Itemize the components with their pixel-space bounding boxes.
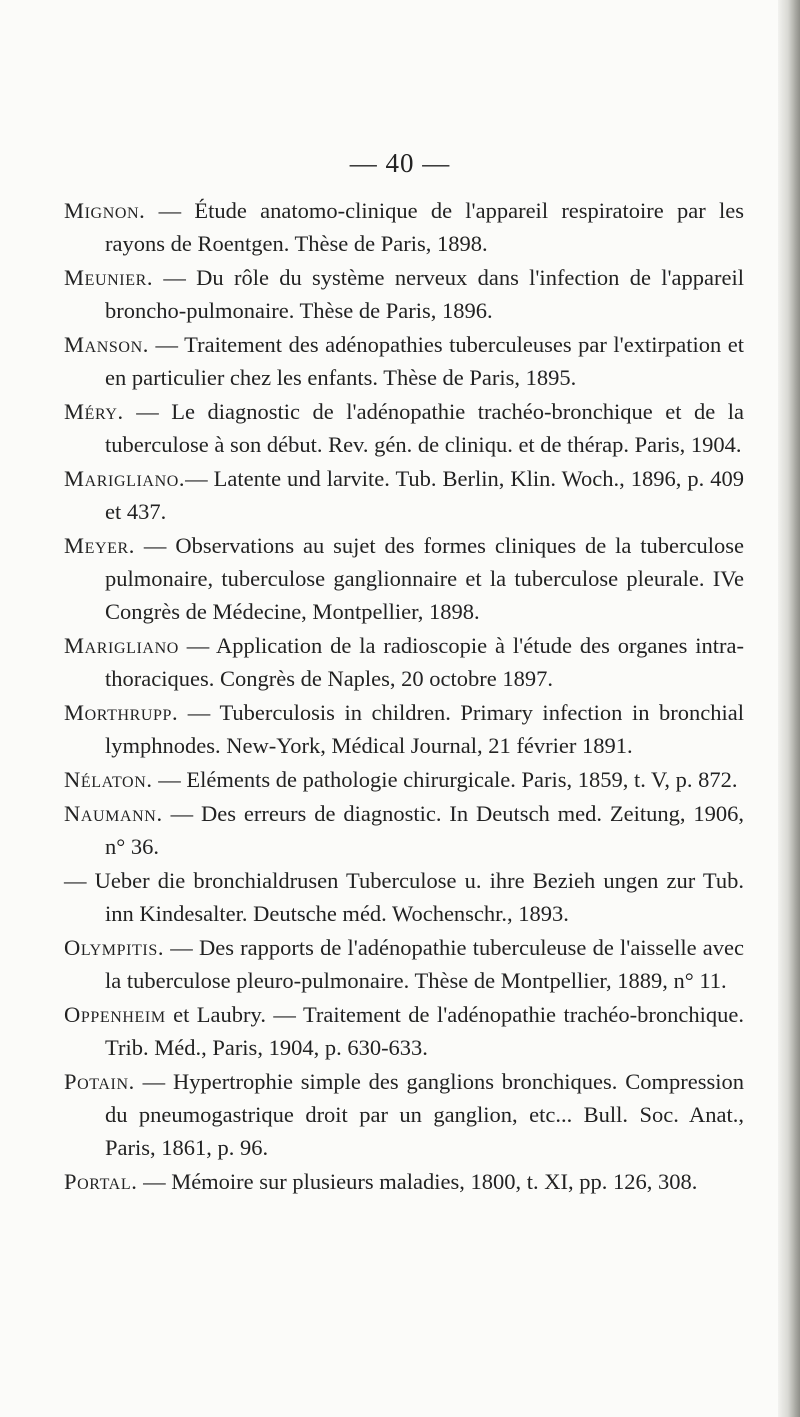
bibliography-entry — [64, 261, 744, 327]
bibliography-entry — [64, 1065, 744, 1164]
entry-author: Potain. — [64, 1069, 135, 1094]
bibliography-entry — [64, 998, 744, 1064]
entry-text: et Laubry. — Traitement de l'adénopathie trachéo-bronchique. Trib. Méd., Paris, 1904, p. 630-633. — [105, 1002, 744, 1060]
bibliography-entry — [64, 462, 744, 528]
entry-author: Oppenheim — [64, 1002, 166, 1027]
entry-text: — Des rapports de l'adénopathie tuberculeuse de l'aisselle avec la tuberculose pleuro-pulmonaire. Thèse de Montpellier, 1889, n° 11. — [105, 935, 744, 993]
bibliography-entry — [64, 328, 744, 394]
entry-text: — Application de la radioscopie à l'étude des organes intra-thoraciques. Congrès de Naples, 20 octobre 1897. — [105, 633, 744, 691]
entry-author: Meyer. — [64, 533, 136, 558]
entry-text: — Traitement des adénopathies tuberculeuses par l'extirpation et en particulier chez les enfants. Thèse de Paris, 1895. — [105, 332, 744, 390]
entry-author: Manson. — [64, 332, 149, 357]
entry-text: — Étude anatomo-clinique de l'appareil respiratoire par les rayons de Roentgen. Thèse de Paris, 1898. — [105, 198, 744, 256]
bibliography-entry — [64, 194, 744, 260]
entry-text: — Tuberculosis in children. Primary infection in bronchial lymphnodes. New-York, Médical Journal, 21 février 1891. — [105, 700, 744, 758]
bibliography-entry — [64, 864, 744, 930]
bibliography-entry — [64, 763, 744, 796]
bibliography-entry — [64, 629, 744, 695]
bibliography-entry — [64, 696, 744, 762]
bibliography-entry — [64, 797, 744, 863]
bibliography-list — [64, 194, 744, 1199]
entry-author: Mignon. — [64, 198, 146, 223]
entry-text: — Des erreurs de diagnostic. In Deutsch med. Zeitung, 1906, n° 36. — [105, 801, 744, 859]
bibliography-entry — [64, 529, 744, 628]
entry-text: — Eléments de pathologie chirurgicale. Paris, 1859, t. V, p. 872. — [152, 767, 738, 792]
entry-text: — Le diagnostic de l'adénopathie trachéo-bronchique et de la tuberculose à son début. Rev. gén. de cliniqu. et de thérap. Paris, 1904. — [105, 399, 744, 457]
page-edge-shadow — [778, 0, 800, 1417]
bibliography-entry — [64, 931, 744, 997]
entry-text: — Latente und larvite. Tub. Berlin, Klin. Woch., 1896, p. 409 et 437. — [105, 466, 744, 524]
entry-author: Morthrupp. — [64, 700, 179, 725]
bibliography-entry — [64, 395, 744, 461]
entry-text: — Hypertrophie simple des ganglions bronchiques. Compression du pneumogastrique droit par un ganglion, etc... Bull. Soc. Anat., Paris, 1861, p. 96. — [105, 1069, 744, 1160]
entry-author: Nélaton. — [64, 767, 153, 792]
entry-author: Méry. — [64, 399, 124, 424]
entry-author: Marigliano. — [64, 466, 186, 491]
entry-text: — Ueber die bronchialdrusen Tuberculose u. ihre Bezieh ungen zur Tub. inn Kindesalter. Deutsche méd. Wochenschr., 1893. — [64, 868, 744, 926]
entry-author: Marigliano — [64, 633, 179, 658]
entry-author: Meunier. — [64, 265, 154, 290]
entry-text: — Du rôle du système nerveux dans l'infection de l'appareil broncho-pulmonaire. Thèse de Paris, 1896. — [105, 265, 744, 323]
entry-text: — Mémoire sur plusieurs maladies, 1800, t. XI, pp. 126, 308. — [137, 1169, 698, 1194]
entry-author: Portal. — [64, 1169, 138, 1194]
page-number: — 40 — — [349, 148, 451, 178]
entry-author: Olympitis. — [64, 935, 165, 960]
entry-author: Naumann. — [64, 801, 163, 826]
bibliography-entry — [64, 1165, 744, 1198]
entry-text: — Observations au sujet des formes cliniques de la tuberculose pulmonaire, tuberculose ganglionnaire et la tuberculose pleurale. IVe Congrès de Médecine, Montpellier, 1898. — [105, 533, 744, 624]
